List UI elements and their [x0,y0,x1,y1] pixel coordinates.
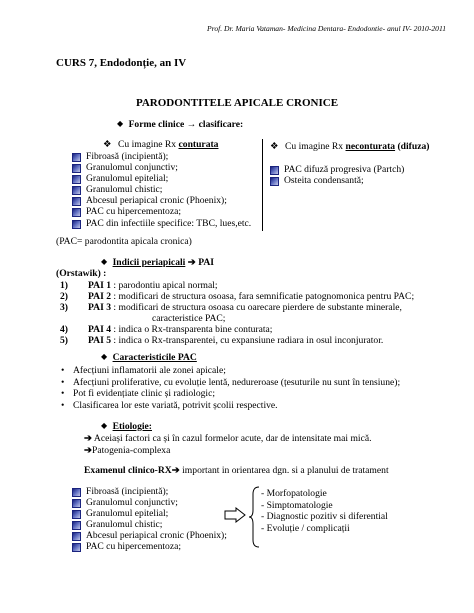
list-item: PAC cu hipercementoza; [72,541,227,552]
bullet-icon: • [61,365,65,376]
list-item: Fibroasă (incipientă); [72,486,227,497]
square-bullet-icon [72,164,81,173]
list-item: Granulomul chistic; [72,184,251,195]
outcome-item: - Diagnostic pozitiv si diferential [261,511,388,523]
pai-item: 1) PAI 1 : parodontiu apical normal; [60,280,218,291]
pai-item: 3) PAI 3 : modificari de structura osoasa cu oarecare pierdere de substante minerale, [60,302,402,314]
forms-heading: ◆ Forme clinice → clasificare: [117,119,244,130]
diamond-icon: ◆ [101,421,108,430]
exam-form-list [72,486,227,553]
list-item: Granulomul conjunctiv; [72,497,227,508]
list-item: Granulomul conjunctiv; [72,162,251,173]
square-bullet-icon [72,499,81,508]
etiology-line-2: ➔Patogenia-complexa [84,445,171,456]
list-item: PAC din infectiile specifice: TBC, lues,etc. [72,218,251,229]
list-item: Fibroasă (incipientă); [72,151,251,162]
bullet-icon: • [61,388,65,400]
clover-icon: ❖ [270,141,279,152]
list-item: • Pot fi evidențiate clinic și radiologic; [61,388,216,400]
square-bullet-icon [270,166,279,175]
square-bullet-icon [72,197,81,206]
square-bullet-icon [72,153,81,162]
list-item: PAC difuză progresiva (Partch) [270,164,404,175]
list-item: • Afecțiuni inflamatorii ale zonei apicale; [61,365,226,376]
outcomes-list [261,488,388,534]
square-bullet-icon [72,175,81,184]
left-column-heading: ❖ Cu imagine Rx conturata [103,139,219,150]
course-title: CURS 7, Endodonție, an IV [56,57,187,69]
pai-item-continuation: caracteristice PAC; [152,313,226,325]
outcome-item: - Simptomatologie [261,499,333,511]
outcome-item: - Evoluție / complicații [261,522,350,534]
hollow-arrow-icon [224,507,246,523]
main-title: PARODONTITELE APICALE CRONICE [135,97,339,109]
page-header: Prof. Dr. Maria Vataman- Medicina Dentara- Endodontie- anul IV- 2010-2011 [207,24,446,33]
pai-item: 5) PAI 5 : indica o Rx-transparentei, cu expansiune radiara in osul inconjurator. [60,335,384,347]
list-item: Abcesul periapical cronic (Phoenix); [72,530,227,541]
square-bullet-icon [72,208,81,217]
square-bullet-icon [72,521,81,530]
list-item: Abcesul periapical cronic (Phoenix); [72,195,251,206]
pai-item: 4) PAI 4 : indica o Rx-transparenta bine conturata; [60,324,273,336]
square-bullet-icon [72,220,81,229]
diamond-icon: ◆ [101,352,108,361]
arrow-icon: ➔ [84,433,93,444]
bullet-icon: • [61,400,65,412]
etiology-line-1: ➔ Aceiași factori ca și în cazul formelor acute, dar de intensitate mai mică. [84,433,372,444]
indices-source: (Orstawik) : [56,268,107,279]
pac-note: (PAC= parodontita apicala cronica) [56,236,192,247]
square-bullet-icon [72,532,81,541]
arrow-icon: → [186,119,197,130]
right-column-heading: ❖ Cu imagine Rx neconturata (difuza) [270,141,430,152]
list-item: PAC cu hipercementoza; [72,206,251,217]
column-divider [262,139,263,231]
right-form-list [270,164,404,186]
list-item: • Afecțiuni proliferative, cu evoluție lentă, nedureroase (țesuturile nu sunt în tensiune); [61,376,401,388]
brace-icon [248,486,260,548]
list-item: Osteita condensantă; [270,175,404,186]
arrow-icon: ➔ [187,257,196,268]
outcome-item: - Morfopatologie [261,488,327,499]
arrow-icon: ➔ [84,445,93,456]
square-bullet-icon [270,177,279,186]
exam-line: Examenul clinico-RX➔ important in orientarea dgn. si a planului de tratament [84,465,389,476]
clover-icon: ❖ [103,139,112,150]
list-item: Granulomul epitelial; [72,173,251,184]
diamond-icon: ◆ [117,119,124,128]
list-item: Granulomul epitelial; [72,508,227,519]
square-bullet-icon [72,510,81,519]
characteristics-heading: ◆ Caracteristicile PAC [101,352,197,363]
etiology-heading: ◆ Etiologie: [101,421,152,432]
bullet-icon: • [61,376,65,388]
pai-list [60,280,414,347]
list-item: • Clasificarea lor este variată, potrivit școlii respective. [61,400,278,412]
characteristics-list [59,365,400,412]
list-item: Granulomul chistic; [72,519,227,530]
arrow-icon: ➔ [171,465,180,476]
pai-item: 2) PAI 2 : modificari de structura osoasa, fara semnificatie patognomonica pentru PAC; [60,291,415,303]
square-bullet-icon [72,186,81,195]
square-bullet-icon [72,488,81,497]
diamond-icon: ◆ [101,257,108,266]
square-bullet-icon [72,543,81,552]
left-form-list [72,151,251,229]
indices-heading: ◆ Indicii periapicali ➔ PAI [101,257,214,268]
